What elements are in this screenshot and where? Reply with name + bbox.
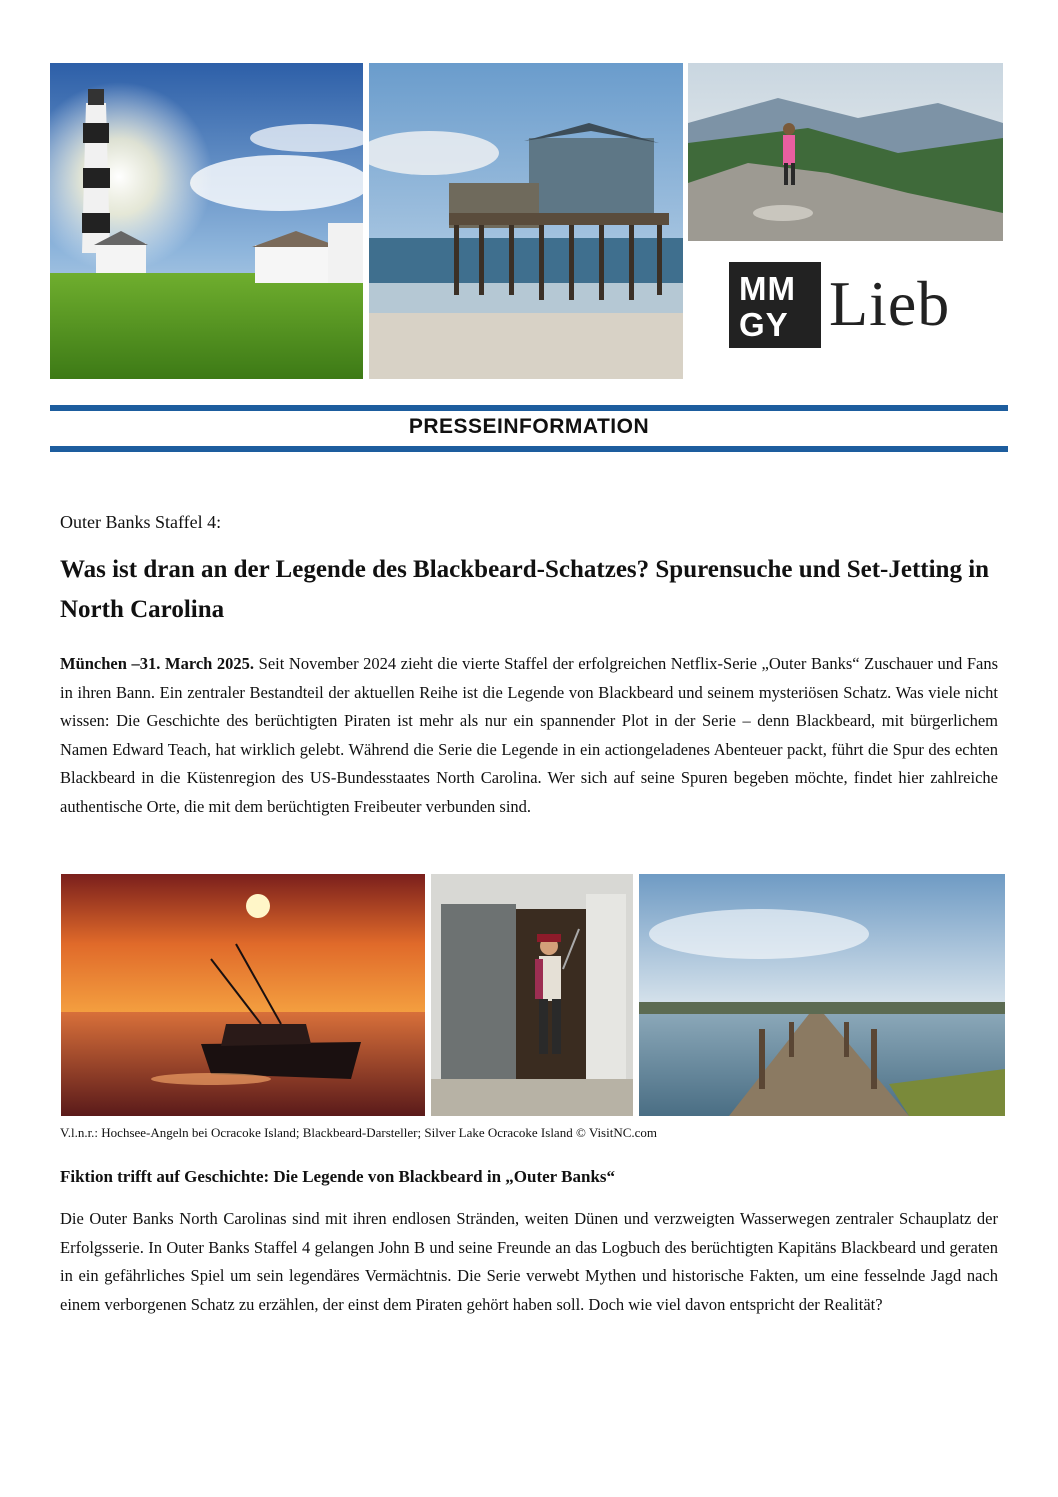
dateline: München –31. March 2025. — [60, 654, 255, 673]
logo-mark-line1: MM — [739, 270, 796, 307]
press-label: PRESSEINFORMATION — [408, 415, 650, 438]
lighthouse-photo — [50, 63, 363, 379]
article-kicker: Outer Banks Staffel 4: — [60, 512, 222, 532]
stilt-house-photo — [369, 63, 683, 379]
logo-mark-line2: GY — [739, 306, 789, 343]
paragraph-2: Die Outer Banks North Carolinas sind mit ihren endlosen Stränden, weiten Dünen und verzweigten Wasserwegen zentraler Schauplatz der Erfolgsserie. In Outer Banks Staffel 4 gelangen John B und seine Freunde an das Logbuch des berüchtigten Kapitäns Blackbeard und geraten in ein gefährliches Spiel um sein legendäres Vermächtnis. Die Serie verwebt Mythen und historische Fakten, um eine fesselnde Jagd nach einem verborgenen Schatz zu erzählen, der einst dem Piraten gehört haben soll. Doch wie viel davon entspricht der Realität? — [60, 1209, 998, 1314]
gallery-caption: V.l.n.r.: Hochsee-Angeln bei Ocracoke Island; Blackbeard-Darsteller; Silver Lake Ocracoke Island © VisitNC.com — [60, 1125, 658, 1140]
logo-wordmark: Lieb — [829, 268, 951, 339]
mountain-hiker-photo — [688, 63, 1003, 241]
section-subhead: Fiktion trifft auf Geschichte: Die Legende von Blackbeard in „Outer Banks“ — [60, 1167, 616, 1186]
silver-lake-pier-photo — [639, 874, 1005, 1116]
mmgy-lieb-logo — [729, 262, 989, 348]
pirate-actor-photo — [431, 874, 633, 1116]
lead-text: Seit November 2024 zieht die vierte Staffel der erfolgreichen Netflix-Serie „Outer Banks“ Zuschauer und Fans in ihren Bann. Ein zentraler Bestandteil der aktuellen Reihe ist die Legende von Blackbeard und seinem mysteriösen Schatz. Was viele nicht wissen: Die Geschichte des berüchtigten Piraten ist mehr als nur ein spannender Plot in der Serie – denn Blackbeard, mit bürgerlichem Namen Edward Teach, hat wirklich gelebt. Während die Serie die Legende in ein actiongeladenes Abenteuer packt, führt die Spur des echten Blackbeard in die Küstenregion des US-Bundesstaates North Carolina. Wer sich auf seine Spuren begeben möchte, findet hier zahlreiche authentische Orte, die mit dem berüchtigten Freibeuter verbunden sind. — [60, 654, 998, 816]
sunset-boat-photo — [61, 874, 425, 1116]
bottom-rule — [50, 446, 1008, 452]
lead-paragraph — [60, 650, 998, 821]
top-rule — [50, 405, 1008, 411]
logo-mark — [729, 262, 821, 348]
article-headline: Was ist dran an der Legende des Blackbeard-Schatzes? Spurensuche und Set-Jetting in North Carolina — [60, 556, 990, 623]
